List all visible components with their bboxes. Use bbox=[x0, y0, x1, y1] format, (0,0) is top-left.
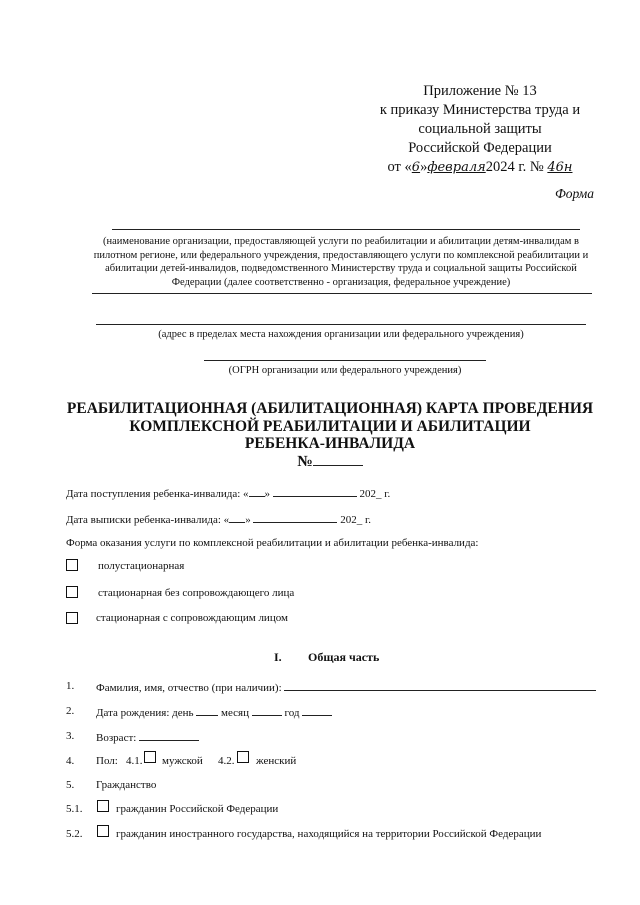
dob-month-label: месяц bbox=[221, 707, 249, 719]
age-row bbox=[96, 730, 199, 744]
citizen-foreign-label: гражданин иностранного государства, находящийся на территории Российской Федерации bbox=[116, 828, 542, 840]
card-number-field[interactable] bbox=[313, 455, 363, 466]
admission-quote-close: » bbox=[264, 488, 271, 500]
admission-year: 202_ г. bbox=[359, 488, 391, 500]
org-extra-line bbox=[92, 293, 592, 294]
item-52-number: 5.2. bbox=[66, 828, 83, 840]
org-name-line bbox=[112, 229, 580, 230]
order-year: 2024 г. № bbox=[485, 159, 544, 175]
order-day-handwritten: 6 bbox=[411, 160, 421, 175]
order-header bbox=[360, 82, 600, 177]
address-caption: (адрес в пределах места нахождения организации или федерального учреждения) bbox=[158, 329, 524, 340]
admission-label: Дата поступления ребенка-инвалида: « bbox=[66, 488, 249, 500]
title-number bbox=[60, 453, 600, 471]
document-title bbox=[60, 400, 600, 470]
item-5-number: 5. bbox=[66, 779, 75, 791]
dob-day-field[interactable] bbox=[196, 705, 218, 716]
dob-year-label: год bbox=[284, 707, 300, 719]
title-line-2: КОМПЛЕКСНОЙ РЕАБИЛИТАЦИИ И АБИЛИТАЦИИ bbox=[129, 417, 531, 435]
header-line-4: Российской Федерации bbox=[408, 140, 552, 156]
option-semistationary-checkbox[interactable] bbox=[66, 559, 78, 571]
sex-male-checkbox[interactable] bbox=[144, 751, 156, 763]
fio-field[interactable] bbox=[284, 680, 596, 691]
title-line-3: РЕБЕНКА-ИНВАЛИДА bbox=[244, 435, 416, 452]
admission-day-field[interactable] bbox=[249, 486, 265, 497]
citizen-rf-checkbox[interactable] bbox=[97, 800, 109, 812]
order-number-handwritten: 46н bbox=[547, 160, 573, 175]
option-stationary-alone-checkbox[interactable] bbox=[66, 586, 78, 598]
item-4-number: 4. bbox=[66, 755, 75, 767]
header-line-2: к приказу Министерства труда и bbox=[379, 102, 581, 118]
sex-42-label: 4.2. bbox=[218, 755, 235, 767]
order-month-handwritten: февраля bbox=[427, 160, 486, 175]
sex-female-checkbox[interactable] bbox=[237, 751, 249, 763]
age-label: Возраст: bbox=[96, 732, 137, 744]
admission-date-row bbox=[66, 486, 390, 500]
org-name-caption: (наименование организации, предоставляющей услуги по реабилитации и абилитации детям-инвалидам в пилотном регионе, или федерального учреждения, предоставляющего услуги по комплексной реабилитации и абилитации детей-инвалидов, подведомственного Министерству труда и социальной защиты Российской Федерации (далее соответственно - организация, федеральное учреждение) bbox=[93, 236, 589, 288]
form-label: Форма bbox=[554, 186, 594, 201]
dob-day-label: Дата рождения: день bbox=[96, 707, 194, 719]
citizenship-label: Гражданство bbox=[96, 779, 157, 791]
ogrn-line bbox=[204, 360, 486, 361]
order-date-line bbox=[360, 158, 600, 177]
discharge-year: 202_ г. bbox=[340, 514, 371, 526]
fio-label: Фамилия, имя, отчество (при наличии): bbox=[96, 682, 282, 694]
header-line-3: социальной защиты bbox=[418, 121, 542, 137]
section-number: I. bbox=[274, 650, 282, 664]
option-semistationary-label: полустационарная bbox=[98, 560, 185, 572]
fio-row bbox=[96, 680, 596, 694]
sex-male-label: мужской bbox=[162, 755, 203, 767]
item-2-number: 2. bbox=[66, 705, 75, 717]
option-stationary-accompanied-label: стационарная с сопровождающим лицом bbox=[96, 612, 288, 624]
order-prefix: от « bbox=[387, 159, 412, 175]
dob-year-field[interactable] bbox=[302, 705, 332, 716]
dob-month-field[interactable] bbox=[252, 705, 282, 716]
address-line bbox=[96, 324, 586, 325]
discharge-month-field[interactable] bbox=[253, 512, 337, 523]
admission-month-field[interactable] bbox=[273, 486, 357, 497]
discharge-date-row bbox=[66, 512, 371, 526]
citizen-foreign-checkbox[interactable] bbox=[97, 825, 109, 837]
item-1-number: 1. bbox=[66, 680, 75, 692]
sex-label: Пол: bbox=[96, 755, 118, 767]
citizen-rf-label: гражданин Российской Федерации bbox=[116, 803, 279, 815]
dob-row bbox=[96, 705, 332, 719]
header-line-1: Приложение № 13 bbox=[423, 83, 537, 99]
age-field[interactable] bbox=[139, 730, 199, 741]
discharge-label: Дата выписки ребенка-инвалида: « bbox=[66, 514, 230, 526]
service-form-label: Форма оказания услуги по комплексной реабилитации и абилитации ребенка-инвалида: bbox=[66, 537, 479, 549]
discharge-day-field[interactable] bbox=[229, 512, 245, 523]
title-line-1: РЕАБИЛИТАЦИОННАЯ (АБИЛИТАЦИОННАЯ) КАРТА ПРОВЕДЕНИЯ bbox=[66, 400, 594, 417]
item-3-number: 3. bbox=[66, 730, 75, 742]
section-title: Общая часть bbox=[308, 650, 380, 664]
sex-41-label: 4.1. bbox=[126, 755, 143, 767]
number-sign: № bbox=[297, 452, 313, 470]
ogrn-caption: (ОГРН организации или федерального учреждения) bbox=[228, 365, 462, 376]
item-51-number: 5.1. bbox=[66, 803, 83, 815]
option-stationary-alone-label: стационарная без сопровождающего лица bbox=[98, 587, 295, 599]
sex-female-label: женский bbox=[256, 755, 297, 767]
option-stationary-accompanied-checkbox[interactable] bbox=[66, 612, 78, 624]
order-quote-close: » bbox=[420, 159, 428, 175]
discharge-quote-close: » bbox=[245, 514, 251, 526]
